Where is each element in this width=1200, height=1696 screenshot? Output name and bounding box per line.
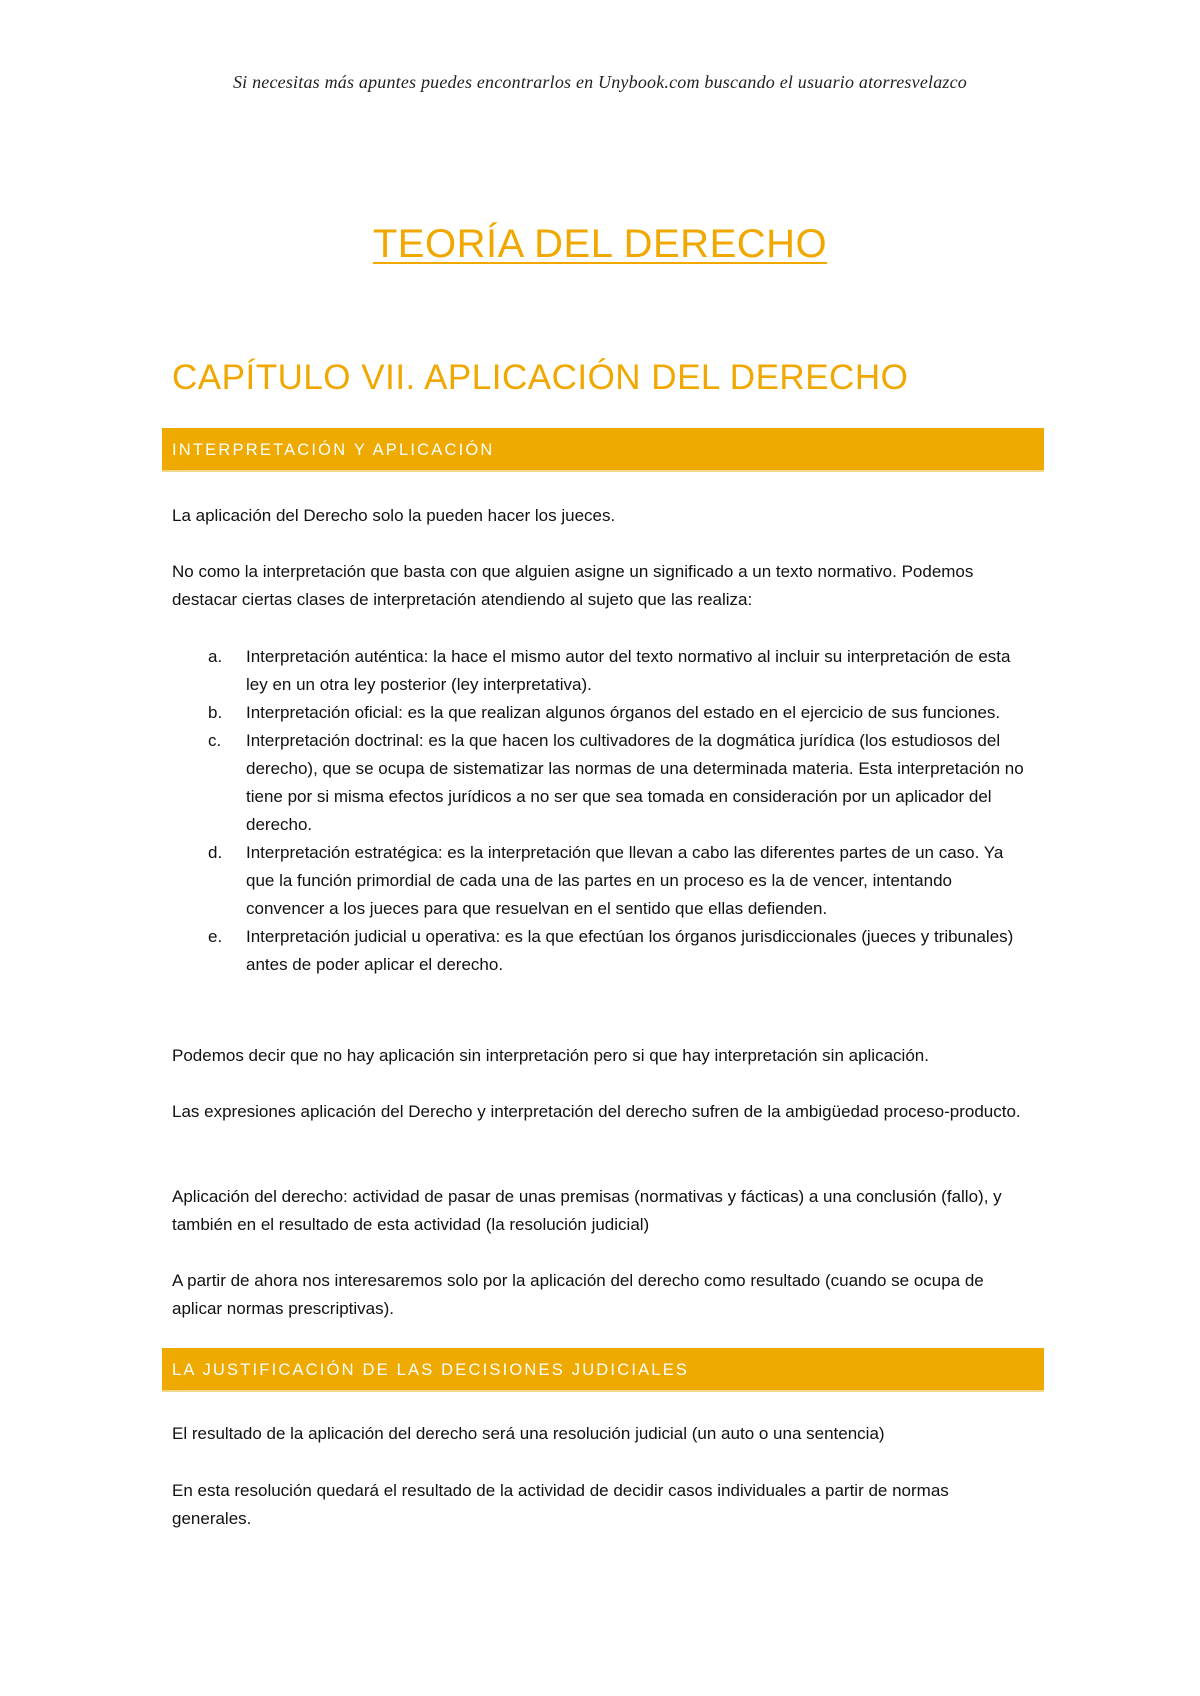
- section-heading-justificacion: LA JUSTIFICACIÓN DE LAS DECISIONES JUDICIALES: [162, 1348, 1044, 1392]
- list-item: [172, 923, 1032, 979]
- interpretation-types-list: [172, 643, 1032, 979]
- list-item-text: Interpretación judicial u operativa: es la que efectúan los órganos jurisdiccionales (jueces y tribunales) antes de poder aplicar el derecho.: [246, 927, 1014, 974]
- list-item: [172, 643, 1032, 699]
- paragraph: A partir de ahora nos interesaremos solo por la aplicación del derecho como resultado (cuando se ocupa de aplicar normas prescriptivas).: [172, 1271, 984, 1318]
- paragraph: En esta resolución quedará el resultado de la actividad de decidir casos individuales a partir de normas generales.: [172, 1481, 949, 1528]
- section-heading-interpretacion: INTERPRETACIÓN Y APLICACIÓN: [162, 428, 1044, 472]
- list-item-text: Interpretación auténtica: la hace el mismo autor del texto normativo al incluir su interpretación de esta ley en un otra ley posterior (ley interpretativa).: [246, 647, 1011, 694]
- list-item-text: Interpretación doctrinal: es la que hacen los cultivadores de la dogmática jurídica (los estudiosos del derecho), que se ocupa de sistematizar las normas de una determinada materia. Esta interpretación no tiene por si misma efectos jurídicos a no ser que sea tomada en consideración por un aplicador del derecho.: [246, 731, 1024, 834]
- list-item: [172, 839, 1032, 923]
- paragraph: Aplicación del derecho: actividad de pasar de unas premisas (normativas y fácticas) a una conclusión (fallo), y también en el resultado de esta actividad (la resolución judicial): [172, 1187, 1002, 1234]
- paragraph: No como la interpretación que basta con que alguien asigne un significado a un texto normativo. Podemos destacar ciertas clases de interpretación atendiendo al sujeto que las realiza:: [172, 562, 974, 609]
- list-marker: c.: [208, 731, 222, 750]
- paragraph: Podemos decir que no hay aplicación sin interpretación pero si que hay interpretación sin aplicación.: [172, 1046, 929, 1065]
- list-marker: d.: [208, 843, 223, 862]
- chapter-title: CAPÍTULO VII. APLICACIÓN DEL DERECHO: [172, 358, 909, 397]
- list-marker: e.: [208, 927, 223, 946]
- list-item: [172, 727, 1032, 839]
- list-item: [172, 699, 1032, 727]
- paragraph: El resultado de la aplicación del derecho será una resolución judicial (un auto o una sentencia): [172, 1424, 885, 1443]
- list-item-text: Interpretación estratégica: es la interpretación que llevan a cabo las diferentes partes de un caso. Ya que la función primordial de cada una de las partes en un proceso es la de vencer, intentando convencer a los jueces para que resuelvan en el sentido que ellas defienden.: [246, 843, 1004, 918]
- paragraph: La aplicación del Derecho solo la pueden hacer los jueces.: [172, 506, 616, 525]
- list-item-text: Interpretación oficial: es la que realizan algunos órganos del estado en el ejercicio de sus funciones.: [246, 703, 1001, 722]
- paragraph: Las expresiones aplicación del Derecho y interpretación del derecho sufren de la ambigüedad proceso-producto.: [172, 1102, 1021, 1121]
- header-note: Si necesitas más apuntes puedes encontrarlos en Unybook.com buscando el usuario atorresvelazco: [232, 72, 968, 92]
- list-marker: a.: [208, 647, 223, 666]
- list-marker: b.: [208, 703, 223, 722]
- document-title: TEORÍA DEL DERECHO: [372, 222, 828, 266]
